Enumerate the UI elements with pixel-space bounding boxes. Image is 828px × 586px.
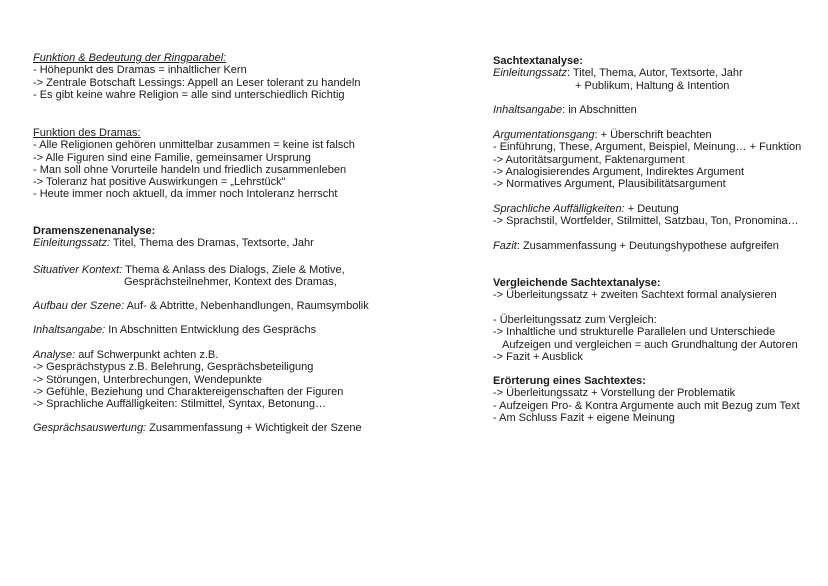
aufbau-section xyxy=(33,300,428,312)
eroerterung-line: -> Überleitungssatz + Vorstellung der Problematik xyxy=(493,387,736,400)
analyse-row xyxy=(33,349,428,361)
argument-row xyxy=(493,129,813,141)
vergleich-line: -> Fazit + Ausblick xyxy=(493,350,583,363)
fazit-section xyxy=(493,240,813,252)
argument-text: : + Überschrift beachten xyxy=(594,129,712,141)
sachtext-inhalt-label: Inhaltsangabe xyxy=(493,104,563,116)
eroerterung-heading: Erörterung eines Sachtextes: xyxy=(493,375,646,387)
sprachlich-section xyxy=(493,203,813,228)
analyse-line: -> Störungen, Unterbrechungen, Wendepunkte xyxy=(33,373,262,386)
argument-section xyxy=(493,129,813,190)
ringparabel-section xyxy=(33,52,428,101)
vergleich-line: Aufzeigen und vergleichen = auch Grundhaltung der Autoren xyxy=(502,338,798,351)
dramas-line: -> Alle Figuren sind eine Familie, gemeinsamer Ursprung xyxy=(33,151,311,164)
aufbau-text: Auf- & Abtritte, Nebenhandlungen, Raumsymbolik xyxy=(124,300,369,312)
dramas-section xyxy=(33,127,428,201)
vergleich-line: -> Überleitungssatz + zweiten Sachtext formal analysieren xyxy=(493,289,777,302)
einleitung-text: Titel, Thema des Dramas, Textsorte, Jahr xyxy=(110,237,314,250)
sachtext-einleitung-label: Einleitungssatz xyxy=(493,67,567,80)
ringparabel-line: - Es gibt keine wahre Religion = alle sind unterschiedlich Richtig xyxy=(33,88,345,101)
inhalt-row xyxy=(33,324,428,336)
dramenszenen-heading: Dramenszenenanalyse: xyxy=(33,225,156,237)
analyse-line: -> Gesprächstypus z.B. Belehrung, Gesprächsbeteiligung xyxy=(33,361,314,374)
argument-label: Argumentationsgang xyxy=(493,129,595,141)
aufbau-row xyxy=(33,300,428,312)
eroerterung-section xyxy=(493,375,813,424)
sachtext-inhalt-section xyxy=(493,104,813,116)
sachtext-einleitung-row-2: + Publikum, Haltung & Intention xyxy=(575,79,730,92)
sachtext-einleitung-row xyxy=(493,67,813,79)
inhalt-section xyxy=(33,324,428,336)
dramenszenen-section xyxy=(33,225,428,250)
eroerterung-line: - Am Schluss Fazit + eigene Meinung xyxy=(493,411,675,424)
argument-line: -> Autoritätsargument, Faktenargument xyxy=(493,153,685,166)
ringparabel-line: -> Zentrale Botschaft Lessings: Appell an Leser tolerant zu handeln xyxy=(33,76,361,89)
sprachlich-row xyxy=(493,203,813,215)
auswertung-row xyxy=(33,422,428,434)
sachtext-inhalt-row xyxy=(493,104,813,116)
dramas-line: - Alle Religionen gehören unmittelbar zusammen = keine ist falsch xyxy=(33,139,355,152)
auswertung-section xyxy=(33,422,428,434)
dramas-line: - Man soll ohne Vorurteile handeln und friedlich zusammenleben xyxy=(33,163,347,176)
ringparabel-heading: Funktion & Bedeutung der Ringparabel: xyxy=(33,52,227,64)
argument-line: -> Analogisierendes Argument, Indirektes Argument xyxy=(493,165,745,178)
sachtext-heading: Sachtextanalyse: xyxy=(493,55,583,67)
inhalt-text: In Abschnitten Entwicklung des Gesprächs xyxy=(105,324,317,336)
argument-line: - Einführung, These, Argument, Beispiel, Meinung… + Funktion xyxy=(493,141,802,154)
sprachlich-line: -> Sprachstil, Wortfelder, Stilmittel, Satzbau, Ton, Pronomina… xyxy=(493,215,799,228)
ringparabel-line: - Höhepunkt des Dramas = inhaltlicher Kern xyxy=(33,64,247,77)
einleitung-label: Einleitungssatz: xyxy=(33,237,111,250)
vergleich-section-2 xyxy=(493,314,813,363)
dramas-line: - Heute immer noch aktuell, da immer noch Intoleranz herrscht xyxy=(33,188,338,201)
dramas-line: -> Toleranz hat positive Auswirkungen = „Lehrstück" xyxy=(33,176,286,189)
argument-line: -> Normatives Argument, Plausibilitätsargument xyxy=(493,178,726,191)
fazit-text: : Zusammenfassung + Deutungshypothese aufgreifen xyxy=(516,240,779,252)
analyse-section xyxy=(33,349,428,410)
aufbau-label: Aufbau der Szene: xyxy=(33,300,125,312)
inhalt-label: Inhaltsangabe: xyxy=(33,324,106,336)
vergleich-line: -> Inhaltliche und strukturelle Parallelen und Unterschiede xyxy=(493,326,776,339)
kontext-label: Situativer Kontext: xyxy=(33,264,123,276)
kontext-section xyxy=(33,264,428,289)
fazit-label: Fazit xyxy=(493,240,517,252)
analyse-line: -> Sprachliche Auffälligkeiten: Stilmittel, Syntax, Betonung… xyxy=(33,398,326,411)
eroerterung-line: - Aufzeigen Pro- & Kontra Argumente auch mit Bezug zum Text xyxy=(493,399,800,412)
analyse-text: auf Schwerpunkt achten z.B. xyxy=(75,349,219,361)
sachtext-inhalt-text: : in Abschnitten xyxy=(562,104,637,116)
analyse-line: -> Gefühle, Beziehung und Charaktereigenschaften der Figuren xyxy=(33,385,344,398)
fazit-row xyxy=(493,240,813,252)
vergleich-line: - Überleitungssatz zum Vergleich: xyxy=(493,314,657,326)
auswertung-label: Gesprächsauswertung: xyxy=(33,422,147,434)
kontext-text: Thema & Anlass des Dialogs, Ziele & Motive, xyxy=(122,264,345,276)
analyse-label: Analyse: xyxy=(33,349,76,361)
auswertung-text: Zusammenfassung + Wichtigkeit der Szene xyxy=(146,422,362,434)
vergleich-section xyxy=(493,277,813,302)
kontext-row-2: Gesprächsteilnehmer, Kontext des Dramas, xyxy=(124,276,337,289)
sachtext-section xyxy=(493,55,813,92)
sachtext-einleitung-text: : Titel, Thema, Autor, Textsorte, Jahr xyxy=(567,67,743,80)
sprachlich-text: + Deutung xyxy=(624,203,679,215)
dramas-heading: Funktion des Dramas: xyxy=(33,127,141,139)
kontext-row xyxy=(33,264,428,276)
einleitung-row xyxy=(33,237,428,249)
vergleich-heading: Vergleichende Sachtextanalyse: xyxy=(493,277,661,289)
sprachlich-label: Sprachliche Auffälligkeiten: xyxy=(493,203,625,215)
